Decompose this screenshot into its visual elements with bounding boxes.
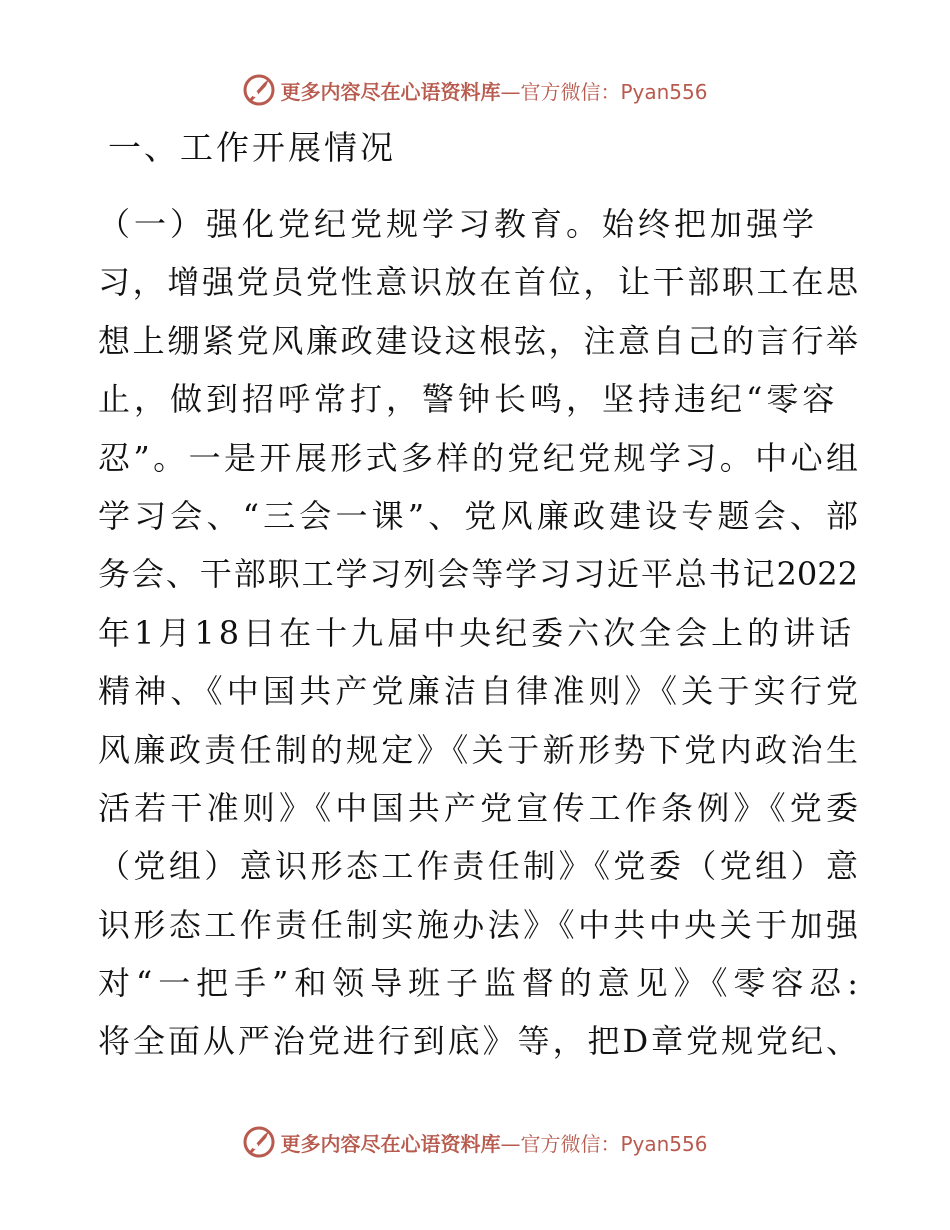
paragraph-line: 年1月18日在十九届中央纪委六次全会上的讲话 — [98, 613, 856, 652]
paragraph-line: （党组）意识形态工作责任制》《党委（党组）意 — [98, 847, 858, 886]
section-heading: 一、工作开展情况 — [108, 128, 396, 167]
watermark-dash: — — [500, 79, 521, 104]
watermark-prefix: 更多内容尽在心语资料库 — [280, 79, 501, 104]
watermark-prefix: 更多内容尽在心语资料库 — [280, 1131, 501, 1156]
paragraph-line: 学习会、“三会一课”、党风廉政建设专题会、部 — [98, 496, 858, 535]
pen-logo-icon — [242, 73, 276, 107]
body-paragraph — [98, 195, 858, 1071]
pen-logo-icon — [242, 1125, 276, 1159]
paragraph-line: 务会、干部职工学习列会等学习习近平总书记2022 — [98, 555, 858, 594]
paragraph-line: 识形态工作责任制实施办法》《中共中央关于加强 — [98, 905, 858, 944]
paragraph-line: 忍”。一是开展形式多样的党纪党规学习。中心组 — [98, 438, 858, 477]
watermark-text — [280, 76, 707, 105]
paragraph-line: 风廉政责任制的规定》《关于新形势下党内政治生 — [98, 730, 858, 769]
watermark-suffix: 官方微信：Pyan556 — [520, 1131, 708, 1156]
paragraph-line: 将全面从严治党进行到底》等，把D章党规党纪、 — [98, 1022, 858, 1061]
paragraph-line: 想上绷紧党风廉政建设这根弦，注意自己的言行举 — [98, 321, 858, 360]
paragraph-line: 精神、《中国共产党廉洁自律准则》《关于实行党 — [98, 672, 858, 711]
paragraph-line: （一）强化党纪党规学习教育。始终把加强学 — [98, 205, 819, 243]
watermark-footer — [0, 1122, 950, 1162]
paragraph-line: 活若干准则》《中国共产党宣传工作条例》《党委 — [98, 788, 858, 827]
paragraph-line: 习，增强党员党性意识放在首位，让干部职工在思 — [98, 263, 858, 302]
paragraph-line: 对“一把手”和领导班子监督的意见》《零容忍: — [98, 964, 858, 1003]
watermark-text — [280, 1128, 707, 1157]
watermark-header — [0, 70, 950, 110]
watermark-dash: — — [500, 1131, 521, 1156]
paragraph-line: 止，做到招呼常打，警钟长鸣，坚持违纪“零容 — [98, 380, 839, 419]
watermark-suffix: 官方微信：Pyan556 — [520, 79, 708, 104]
